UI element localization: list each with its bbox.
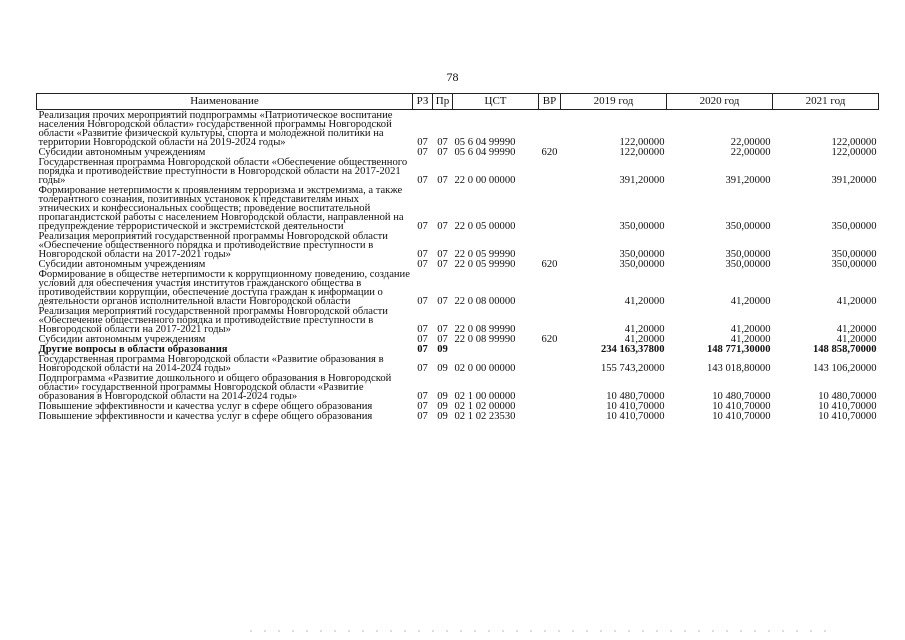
row-vr (539, 411, 561, 421)
table-row (37, 147, 879, 157)
row-2019: 10 480,70000 (606, 391, 665, 402)
row-2020: 10 410,70000 (712, 401, 771, 412)
row-2021: 143 106,20000 (812, 363, 877, 374)
row-2020: 22,00000 (730, 137, 771, 148)
row-2020: 391,20000 (725, 175, 771, 186)
row-name (37, 269, 413, 306)
table-row (37, 269, 879, 306)
row-name (37, 411, 413, 421)
header-rz: РЗ (413, 94, 433, 110)
row-2019: 391,20000 (619, 175, 665, 186)
row-cst: 22 0 05 99990 (454, 249, 516, 260)
table-row (37, 401, 879, 411)
row-pr: 07 (437, 334, 448, 345)
table-row (37, 259, 879, 269)
row-rz: 07 (417, 344, 428, 355)
row-vr (539, 354, 561, 373)
row-vr (539, 306, 561, 334)
table-row (37, 306, 879, 334)
row-name-text: Формирование нетерпимости к проявлениям терроризма и экстремизма, а также толерантного сознания, позитивных установок к представителям иных этнических и конфессиональных сообществ; проведение воспитательной пропагандистской работы с населением Новгородской области, направленной на предупреждение террористической и экстремистской деятельности (38, 185, 404, 232)
row-name (37, 231, 413, 259)
row-cst: 22 0 05 00000 (454, 221, 516, 232)
row-rz: 07 (417, 259, 428, 270)
table-row (37, 157, 879, 185)
row-2019: 350,00000 (619, 249, 665, 260)
row-vr: 620 (541, 147, 558, 158)
row-2019: 122,00000 (619, 147, 665, 158)
table-row (37, 354, 879, 373)
row-2021: 122,00000 (831, 147, 877, 158)
row-cst: 02 1 02 23530 (454, 411, 516, 422)
header-2019: 2019 год (561, 94, 667, 110)
row-cst: 05 6 04 99990 (454, 137, 516, 148)
row-2019: 350,00000 (619, 259, 665, 270)
row-vr (539, 401, 561, 411)
row-cst: 22 0 05 99990 (454, 259, 516, 270)
row-2021: 148 858,70000 (812, 344, 877, 355)
row-pr: 07 (437, 221, 448, 232)
scan-artifact (250, 630, 830, 632)
row-name-text: Реализация мероприятий государственной программы Новгородской области «Обеспечение общественного порядка и противодействие преступности в Новгородской области на 2017-2021 годы» (38, 231, 388, 260)
row-name (37, 344, 413, 354)
table-body (37, 110, 879, 422)
row-2020: 350,00000 (725, 249, 771, 260)
row-name-text: Субсидии автономным учреждениям (38, 334, 206, 345)
table-row (37, 411, 879, 421)
row-pr: 09 (437, 344, 448, 355)
row-pr: 09 (437, 411, 448, 422)
row-2020: 143 018,80000 (706, 363, 771, 374)
row-name-text: Подпрограмма «Развитие дошкольного и общего образования в Новгородской области» государственной программы Новгородской области «Развитие образования в Новгородской области на 2014-2024 годы» (38, 373, 392, 402)
row-cst: 22 0 08 99990 (454, 334, 516, 345)
row-name (37, 259, 413, 269)
header-vr: ВР (539, 94, 561, 110)
row-rz: 07 (417, 324, 428, 335)
row-2020: 148 771,30000 (706, 344, 771, 355)
row-2019: 41,20000 (624, 324, 665, 335)
row-2020: 41,20000 (730, 334, 771, 345)
row-pr: 07 (437, 175, 448, 186)
row-name-text: Реализация прочих мероприятий подпрограммы «Патриотическое воспитание населения Новгородской области» государственной программы Новгородской области «Развитие физической культуры, спорта и молодежной политики на территории Новгородской области на 2019-2024 годы» (38, 110, 393, 148)
row-2020: 350,00000 (725, 259, 771, 270)
header-2021: 2021 год (773, 94, 879, 110)
row-pr: 07 (437, 324, 448, 335)
table-row (37, 231, 879, 259)
row-2020: 350,00000 (725, 221, 771, 232)
row-2021: 10 410,70000 (818, 401, 877, 412)
row-name-text: Субсидии автономным учреждениям (38, 147, 206, 158)
row-name-text: Другие вопросы в области образования (38, 344, 228, 355)
row-2020: 10 410,70000 (712, 411, 771, 422)
header-name: Наименование (37, 94, 413, 110)
row-cst: 22 0 08 99990 (454, 324, 516, 335)
row-cst: 02 1 02 00000 (454, 401, 516, 412)
row-2020: 41,20000 (730, 296, 771, 307)
row-2021: 350,00000 (831, 221, 877, 232)
table-row (37, 185, 879, 231)
row-2021: 391,20000 (831, 175, 877, 186)
row-vr (539, 110, 561, 148)
row-name (37, 306, 413, 334)
row-name (37, 110, 413, 148)
row-rz: 07 (417, 175, 428, 186)
row-cst: 02 0 00 00000 (454, 363, 516, 374)
row-rz: 07 (417, 363, 428, 374)
row-vr (539, 231, 561, 259)
row-cst (453, 344, 539, 354)
row-name (37, 185, 413, 231)
row-rz: 07 (417, 147, 428, 158)
row-2019: 122,00000 (619, 137, 665, 148)
row-2021: 10 480,70000 (818, 391, 877, 402)
row-pr: 07 (437, 296, 448, 307)
page-number: 78 (446, 70, 459, 84)
row-2019: 41,20000 (624, 334, 665, 345)
row-vr (539, 157, 561, 185)
row-2019: 234 163,37800 (600, 344, 665, 355)
row-vr (539, 185, 561, 231)
row-vr (539, 269, 561, 306)
header-pr: Пр (433, 94, 453, 110)
header-2020: 2020 год (667, 94, 773, 110)
row-vr (539, 373, 561, 401)
row-name (37, 373, 413, 401)
row-pr: 09 (437, 391, 448, 402)
row-cst: 05 6 04 99990 (454, 147, 516, 158)
row-2021: 350,00000 (831, 259, 877, 270)
row-name (37, 157, 413, 185)
row-name-text: Повышение эффективности и качества услуг в сфере общего образования (38, 401, 373, 412)
row-2021: 41,20000 (836, 296, 877, 307)
row-2020: 41,20000 (730, 324, 771, 335)
table-row (37, 334, 879, 344)
table-row (37, 110, 879, 148)
row-2019: 41,20000 (624, 296, 665, 307)
row-pr: 07 (437, 137, 448, 148)
row-name-text: Государственная программа Новгородской области «Обеспечение общественного порядка и противодействие преступности в Новгородской области на 2017-2021 годы» (38, 157, 408, 186)
row-name-text: Формирование в обществе нетерпимости к коррупционному поведению, создание условий для обеспечения участия институтов гражданского общества в противодействии коррупции, обеспечение доступа граждан к информации о деятельности органов исполнительной власти Новгородской области (38, 269, 410, 307)
row-rz: 07 (417, 137, 428, 148)
row-name-text: Реализация мероприятий государственной программы Новгородской области «Обеспечение общественного порядка и противодействие преступности в Новгородской области на 2017-2021 годы» (38, 306, 388, 335)
table-header-row (37, 94, 879, 110)
row-vr: 620 (541, 334, 558, 345)
row-pr: 07 (437, 147, 448, 158)
row-pr: 09 (437, 363, 448, 374)
row-name (37, 147, 413, 157)
header-cst: ЦСТ (453, 94, 539, 110)
row-2020: 22,00000 (730, 147, 771, 158)
row-rz: 07 (417, 391, 428, 402)
row-vr (539, 344, 561, 354)
row-name-text: Повышение эффективности и качества услуг в сфере общего образования (38, 411, 373, 422)
row-cst: 02 1 00 00000 (454, 391, 516, 402)
row-rz: 07 (417, 296, 428, 307)
row-name-text: Государственная программа Новгородской области «Развитие образования в Новгородской области на 2014-2024 годы» (38, 354, 384, 374)
row-2019: 10 410,70000 (606, 411, 665, 422)
row-pr: 09 (437, 401, 448, 412)
table-row (37, 344, 879, 354)
row-name (37, 401, 413, 411)
row-pr: 07 (437, 259, 448, 270)
row-cst: 22 0 08 00000 (454, 296, 516, 307)
row-2021: 10 410,70000 (818, 411, 877, 422)
row-2019: 350,00000 (619, 221, 665, 232)
row-rz: 07 (417, 411, 428, 422)
row-pr: 07 (437, 249, 448, 260)
row-vr: 620 (541, 259, 558, 270)
row-rz: 07 (417, 221, 428, 232)
row-name (37, 334, 413, 344)
row-cst: 22 0 00 00000 (454, 175, 516, 186)
table-row (37, 373, 879, 401)
row-name-text: Субсидии автономным учреждениям (38, 259, 206, 270)
row-2021: 41,20000 (836, 324, 877, 335)
row-rz: 07 (417, 401, 428, 412)
row-2019: 10 410,70000 (606, 401, 665, 412)
budget-table (36, 93, 879, 421)
row-2020: 10 480,70000 (712, 391, 771, 402)
row-rz: 07 (417, 249, 428, 260)
row-2019: 155 743,20000 (600, 363, 665, 374)
row-rz: 07 (417, 334, 428, 345)
row-2021: 122,00000 (831, 137, 877, 148)
row-2021: 41,20000 (836, 334, 877, 345)
row-name (37, 354, 413, 373)
row-2021: 350,00000 (831, 249, 877, 260)
